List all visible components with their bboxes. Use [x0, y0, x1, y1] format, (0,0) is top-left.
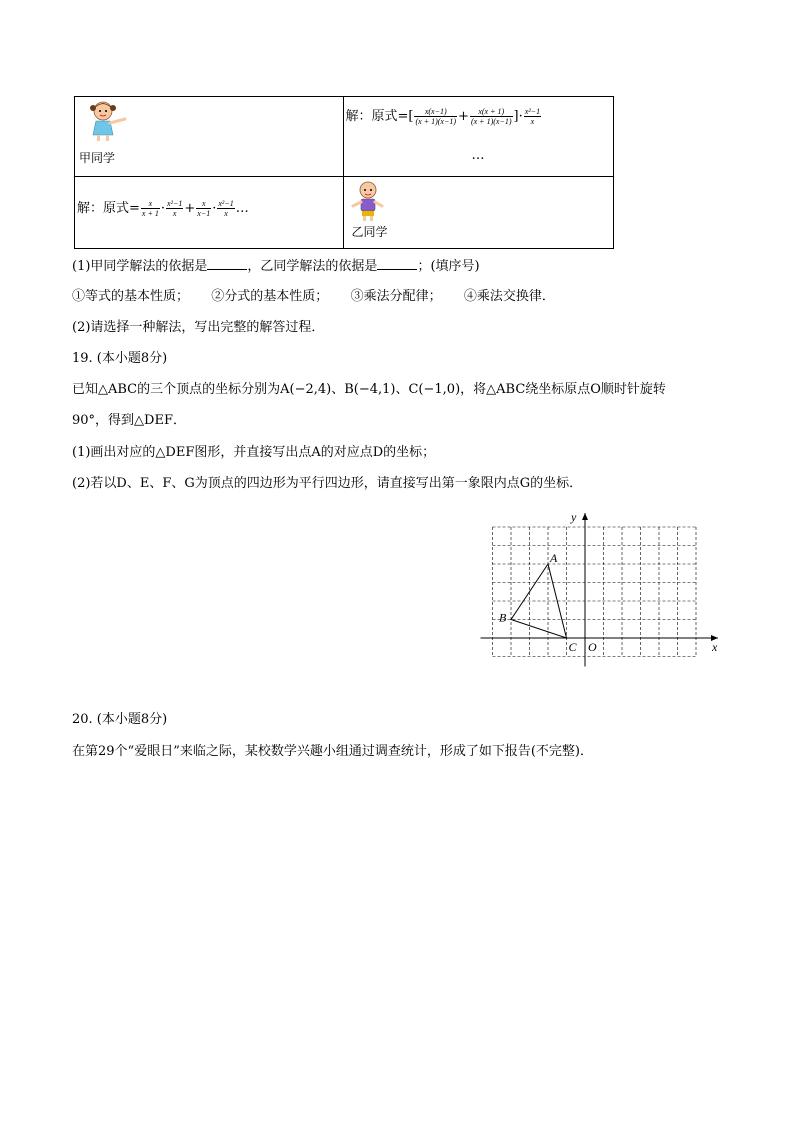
student-jia-label: 甲同学 [79, 151, 116, 165]
boy-student-icon [348, 179, 388, 223]
girl-student-icon [81, 99, 131, 143]
answer-blank[interactable] [377, 257, 417, 270]
fraction: $\frac{x(x-1)}{(x + 1)(x-1)}$ [415, 107, 457, 126]
q19-header: 19. (本小题8分) [72, 351, 168, 366]
q19-line2: 90°，得到△DEF． [72, 413, 186, 428]
point-label-b: B [499, 610, 507, 625]
answer-blank[interactable] [207, 257, 247, 270]
axis-label-x: x [712, 640, 718, 654]
fraction: $\frac{\text{x²−1}}{x}$ [167, 199, 183, 218]
cell-student-yi [343, 177, 614, 249]
q18-part2: (2)请选择一种解法，写出完整的解答过程． [72, 320, 325, 335]
origin-label: O [588, 640, 597, 654]
fraction: $\frac{x}{x + 1}$ [141, 199, 159, 218]
coordinate-grid [478, 498, 728, 678]
y-axis-arrow [582, 513, 588, 520]
grid-lines [493, 527, 697, 657]
q18-options: ①等式的基本性质； ②分式的基本性质； ③乘法分配律； ④乘法交换律． [72, 289, 555, 304]
fraction: $\frac{x}{x-1}$ [197, 199, 211, 218]
cell-solution-yi [343, 97, 614, 177]
cell-solution-jia [75, 177, 344, 249]
fraction: $\frac{\text{x²−1}}{x}$ [218, 199, 234, 218]
student-yi-label: 乙同学 [351, 225, 388, 239]
q19-part2: (2)若以D、E、F、G为顶点的四边形为平行四边形，请直接写出第一象限内点G的坐标． [72, 476, 583, 491]
q19-line1: 已知△ABC的三个顶点的坐标分别为A(−2,4)、B(−4,1)、C(−1,0)，将△ABC绕坐标原点O顺时针旋转 [72, 382, 666, 397]
grid-axes [481, 513, 719, 667]
q19-part1: (1)画出对应的△DEF图形，并直接写出点A的对应点D的坐标； [72, 445, 436, 460]
solution-jia-expression: 解：原式= $\frac{x}{x + 1}$ · $\frac{\text{x²−1}}{x}$ + $\frac{x}{x-1}$ · $\frac{\text{x²−1}}{x}$ … [77, 199, 249, 218]
point-label-a: A [550, 551, 558, 565]
q20-line1: 在第29个“爱眼日”来临之际，某校数学兴趣小组通过调查统计，形成了如下报告(不完整)． [72, 744, 593, 759]
solution-table [74, 96, 614, 249]
q18-part1: (1)甲同学解法的依据是 ，乙同学解法的依据是 ；(填序号) [72, 259, 480, 274]
q20-header: 20. (本小题8分) [72, 712, 168, 727]
fraction: $\frac{x(x + 1)}{(x + 1)(x-1)}$ [470, 107, 512, 126]
cell-student-jia [75, 97, 344, 177]
point-label-c: C [568, 640, 577, 654]
solution-yi-expression: 解：原式=[ $\frac{x(x-1)}{(x + 1)(x-1)}$ + $\frac{x(x + 1)}{(x + 1)(x-1)}$ ]· $\frac{\text{x²−1}}{x}$ [345, 107, 541, 126]
fraction: $\frac{\text{x²−1}}{x}$ [524, 107, 541, 126]
ellipsis: … [471, 148, 485, 163]
axis-label-y: y [571, 510, 577, 524]
